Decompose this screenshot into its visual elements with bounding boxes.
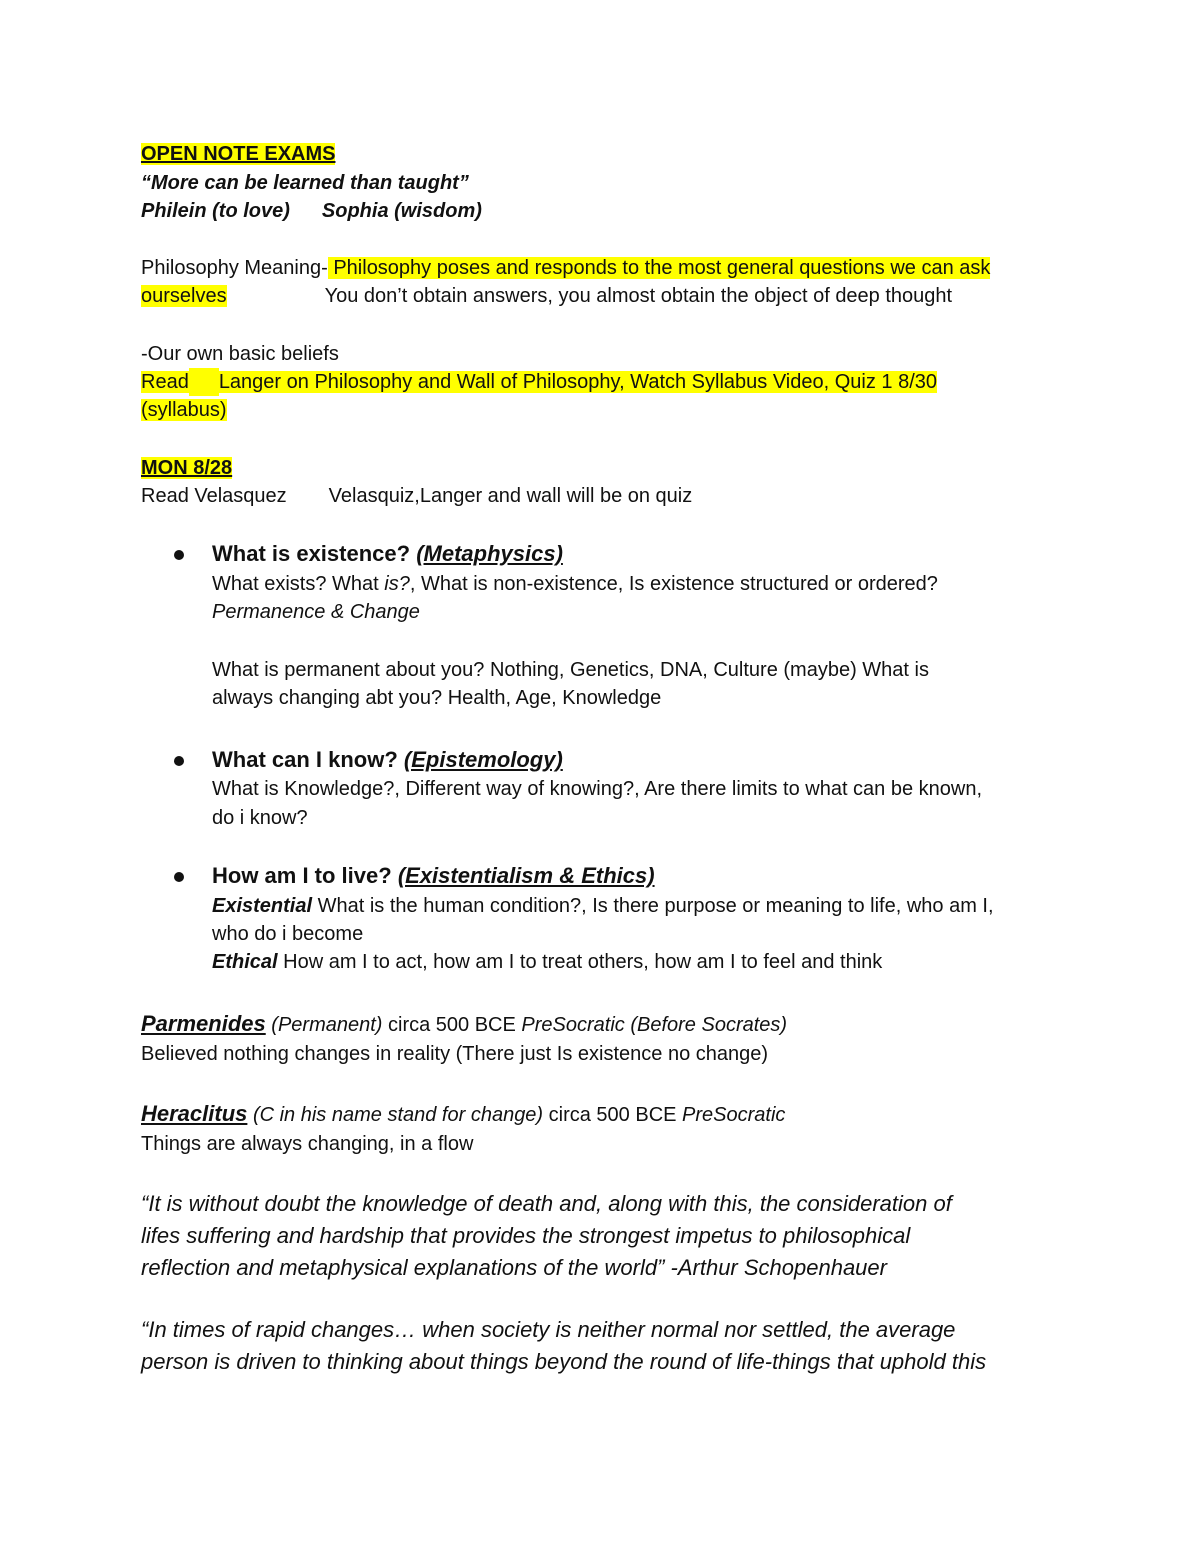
heraclitus-heading: Heraclitus (C in his name stand for change) circa 500 BCE PreSocratic	[141, 1101, 786, 1126]
bullet-dot	[174, 872, 184, 882]
schopenhauer-quote-3: reflection and metaphysical explanations of the world” -Arthur Schopenhauer	[141, 1255, 887, 1280]
question-know: What can I know? (Epistemology)	[212, 747, 563, 772]
meaning-line-1	[141, 254, 990, 282]
existence-detail-2: Permanence & Change	[212, 601, 420, 623]
reading-line-2: (syllabus)	[141, 399, 227, 421]
question-live: How am I to live? (Existentialism & Ethics)	[212, 863, 655, 888]
existence-detail-1: What exists? What is?, What is non-existence, Is existence structured or ordered?	[212, 573, 938, 595]
parmenides-desc: Believed nothing changes in reality (There just Is existence no change)	[141, 1043, 769, 1065]
exam-title: OPEN NOTE EXAMS	[141, 143, 336, 165]
bullet-dot	[174, 756, 184, 766]
bullet-dot	[174, 550, 184, 560]
second-quote-2: person is driven to thinking about things beyond the round of life-things that uphold this	[141, 1349, 987, 1374]
meaning-note: You don’t obtain answers, you almost obtain the object of deep thought	[324, 285, 953, 307]
ethical-line: Ethical How am I to act, how am I to treat others, how am I to feel and think	[212, 951, 883, 973]
meaning-label: Philosophy Meaning-	[141, 257, 328, 279]
know-detail-2: do i know?	[212, 807, 308, 829]
schopenhauer-quote-1: “It is without doubt the knowledge of death and, along with this, the consideration of	[141, 1191, 952, 1216]
heraclitus-desc: Things are always changing, in a flow	[141, 1133, 474, 1155]
topic-existentialism-ethics: (Existentialism & Ethics)	[397, 863, 655, 888]
mon-read-line: Read Velasquez Velasquiz,Langer and wall will be on quiz	[141, 485, 693, 507]
parmenides-heading: Parmenides (Permanent) circa 500 BCE PreSocratic (Before Socrates)	[141, 1011, 788, 1036]
philein-term: Philein (to love)	[141, 200, 290, 222]
topic-metaphysics: (Metaphysics)	[416, 541, 563, 566]
second-quote-1: “In times of rapid changes… when society is neither normal nor settled, the average	[141, 1317, 956, 1342]
reading-line-1: Read Langer on Philosophy and Wall of Philosophy, Watch Syllabus Video, Quiz 1 8/30	[141, 368, 937, 396]
existence-detail-4: always changing abt you? Health, Age, Knowledge	[212, 687, 662, 709]
mon-date: MON 8/28	[141, 457, 233, 479]
meaning-line-2: ourselves You don’t obtain answers, you almost obtain the object of deep thought	[141, 285, 953, 307]
existence-detail-3: What is permanent about you? Nothing, Genetics, DNA, Culture (maybe) What is	[212, 659, 929, 681]
sophia-term: Sophia (wisdom)	[321, 200, 482, 222]
existential-line: Existential What is the human condition?, Is there purpose or meaning to life, who am I,	[212, 895, 994, 917]
know-detail-1: What is Knowledge?, Different way of knowing?, Are there limits to what can be known,	[212, 778, 983, 800]
etymology-line	[141, 197, 482, 225]
topic-epistemology: (Epistemology)	[403, 747, 563, 772]
question-existence: What is existence? (Metaphysics)	[212, 541, 563, 566]
schopenhauer-quote-2: lifes suffering and hardship that provides the strongest impetus to philosophical	[141, 1223, 911, 1248]
meaning-definition: Philosophy poses and responds to the most general questions we can ask	[327, 257, 991, 279]
beliefs-line: -Our own basic beliefs	[141, 343, 339, 365]
motto: “More can be learned than taught”	[141, 172, 469, 194]
existential-line-2: who do i become	[212, 923, 364, 945]
